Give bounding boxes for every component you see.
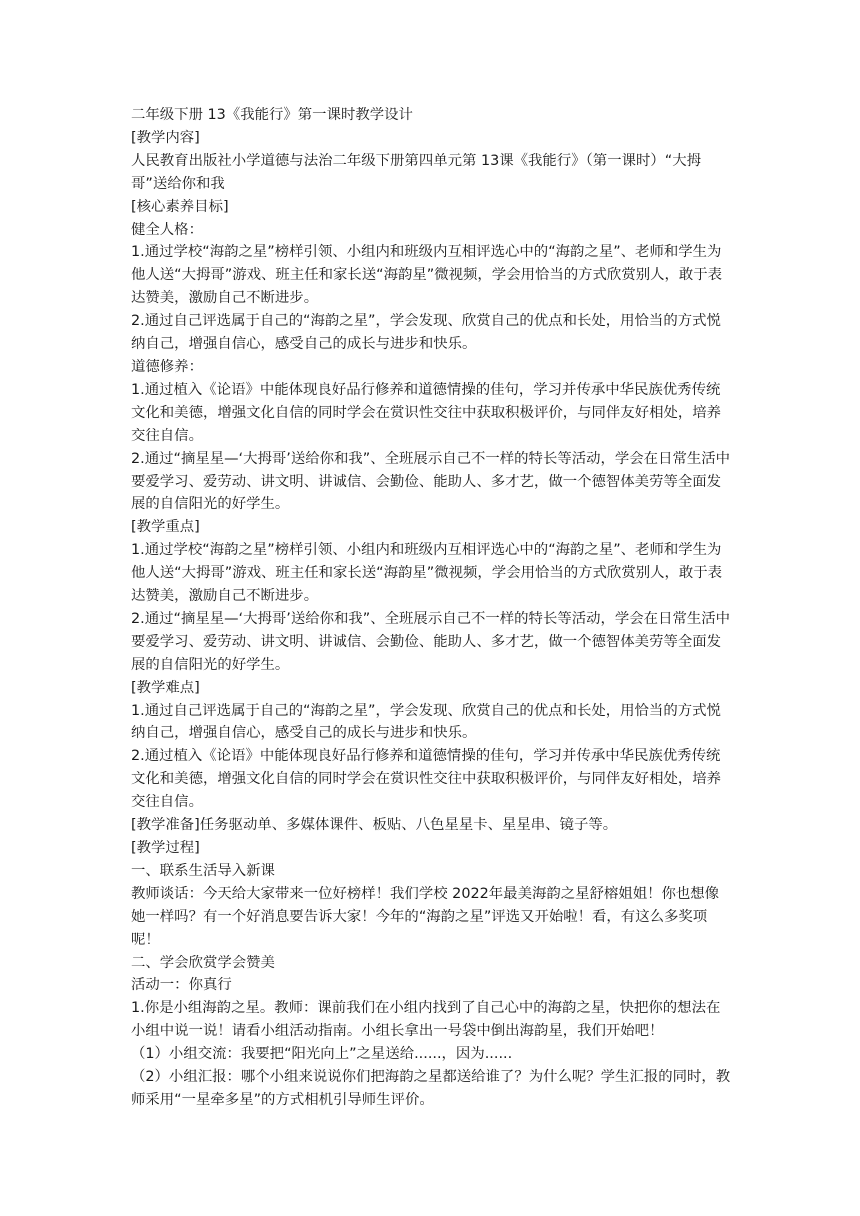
paragraph: （2）小组汇报：哪个小组来说说你们把海韵之星都送给谁了？为什么呢？学生汇报的同时，教师采用“一星牵多星”的方式相机引导师生评价。 xyxy=(131,1069,731,1108)
paragraph: （1）小组交流：我要把“阳光向上”之星送给......，因为...... xyxy=(131,1046,513,1063)
paragraph: 1.通过学校“海韵之星”榜样引领、小组内和班级内互相评选心中的“海韵之星”、老师和学生为他人送“大拇哥”游戏、班主任和家长送“海韵星”微视频，学会用恰当的方式欣赏别人，敢于表达赞美，激励自己不断进步。 xyxy=(131,542,723,605)
document-page xyxy=(131,104,731,1112)
paragraph: 人民教育出版社小学道德与法治二年级下册第四单元第 13课《我能行》（第一课时）“大拇哥”送给你和我 xyxy=(131,152,701,192)
subheading: 二、学会欣赏学会赞美 xyxy=(131,954,275,971)
section-heading-key-points: [教学重点] xyxy=(131,519,200,536)
paragraph: 2.通过植入《论语》中能体现良好品行修养和道德情操的佳句，学习并传承中华民族优秀传统文化和美德，增强文化自信的同时学会在赏识性交往中获取积极评价，与同伴友好相处，培养交往自信。 xyxy=(131,748,722,811)
section-heading-difficulties: [教学难点] xyxy=(131,679,200,696)
paragraph: 2.通过“摘星星—‘大拇哥’送给你和我”、全班展示自己不一样的特长等活动，学会在日常生活中要爱学习、爱劳动、讲文明、讲诚信、会勤俭、能助人、多才艺，做一个德智体美劳等全面发展的自信阳光的好学生。 xyxy=(131,450,731,513)
paragraph: 1.通过学校“海韵之星”榜样引领、小组内和班级内互相评选心中的“海韵之星”、老师和学生为他人送“大拇哥”游戏、班主任和家长送“海韵星”微视频，学会用恰当的方式欣赏别人，敢于表达赞美，激励自己不断进步。 xyxy=(131,244,723,307)
subheading: 活动一：你真行 xyxy=(131,977,232,994)
subheading: 道德修养： xyxy=(131,358,203,375)
subheading: 健全人格： xyxy=(131,221,203,238)
subheading: 一、联系生活导入新课 xyxy=(131,862,275,879)
section-heading-goals: [核心素养目标] xyxy=(131,198,229,215)
paragraph: 教师谈话：今天给大家带来一位好榜样！我们学校 2022年最美海韵之星舒榕姐姐！你也想像她一样吗？有一个好消息要告诉大家！今年的“海韵之星”评选又开始啦！看，有这么多奖项呢！ xyxy=(131,885,720,948)
paragraph: 2.通过自己评选属于自己的“海韵之星”，学会发现、欣赏自己的优点和长处，用恰当的方式悦纳自己，增强自信心，感受自己的成长与进步和快乐。 xyxy=(131,313,721,353)
section-heading-content: [教学内容] xyxy=(131,129,200,146)
section-preparation: [教学准备]任务驱动单、多媒体课件、板贴、八色星星卡、星星串、镜子等。 xyxy=(131,817,618,834)
section-heading-process: [教学过程] xyxy=(131,840,200,856)
document-title: 二年级下册 13《我能行》第一课时教学设计 xyxy=(131,107,413,123)
paragraph: 1.通过自己评选属于自己的“海韵之星”，学会发现、欣赏自己的优点和长处，用恰当的方式悦纳自己，增强自信心，感受自己的成长与进步和快乐。 xyxy=(131,702,721,742)
paragraph: 1.你是小组海韵之星。教师：课前我们在小组内找到了自己心中的海韵之星，快把你的想法在小组中说一说！请看小组活动指南。小组长拿出一号袋中倒出海韵星，我们开始吧！ xyxy=(131,1000,721,1040)
paragraph: 1.通过植入《论语》中能体现良好品行修养和道德情操的佳句，学习并传承中华民族优秀传统文化和美德，增强文化自信的同时学会在赏识性交往中获取积极评价，与同伴友好相处，培养交往自信。 xyxy=(131,381,722,444)
paragraph: 2.通过“摘星星—‘大拇哥’送给你和我”、全班展示自己不一样的特长等活动，学会在日常生活中要爱学习、爱劳动、讲文明、讲诚信、会勤俭、能助人、多才艺，做一个德智体美劳等全面发展的自信阳光的好学生。 xyxy=(131,610,731,673)
